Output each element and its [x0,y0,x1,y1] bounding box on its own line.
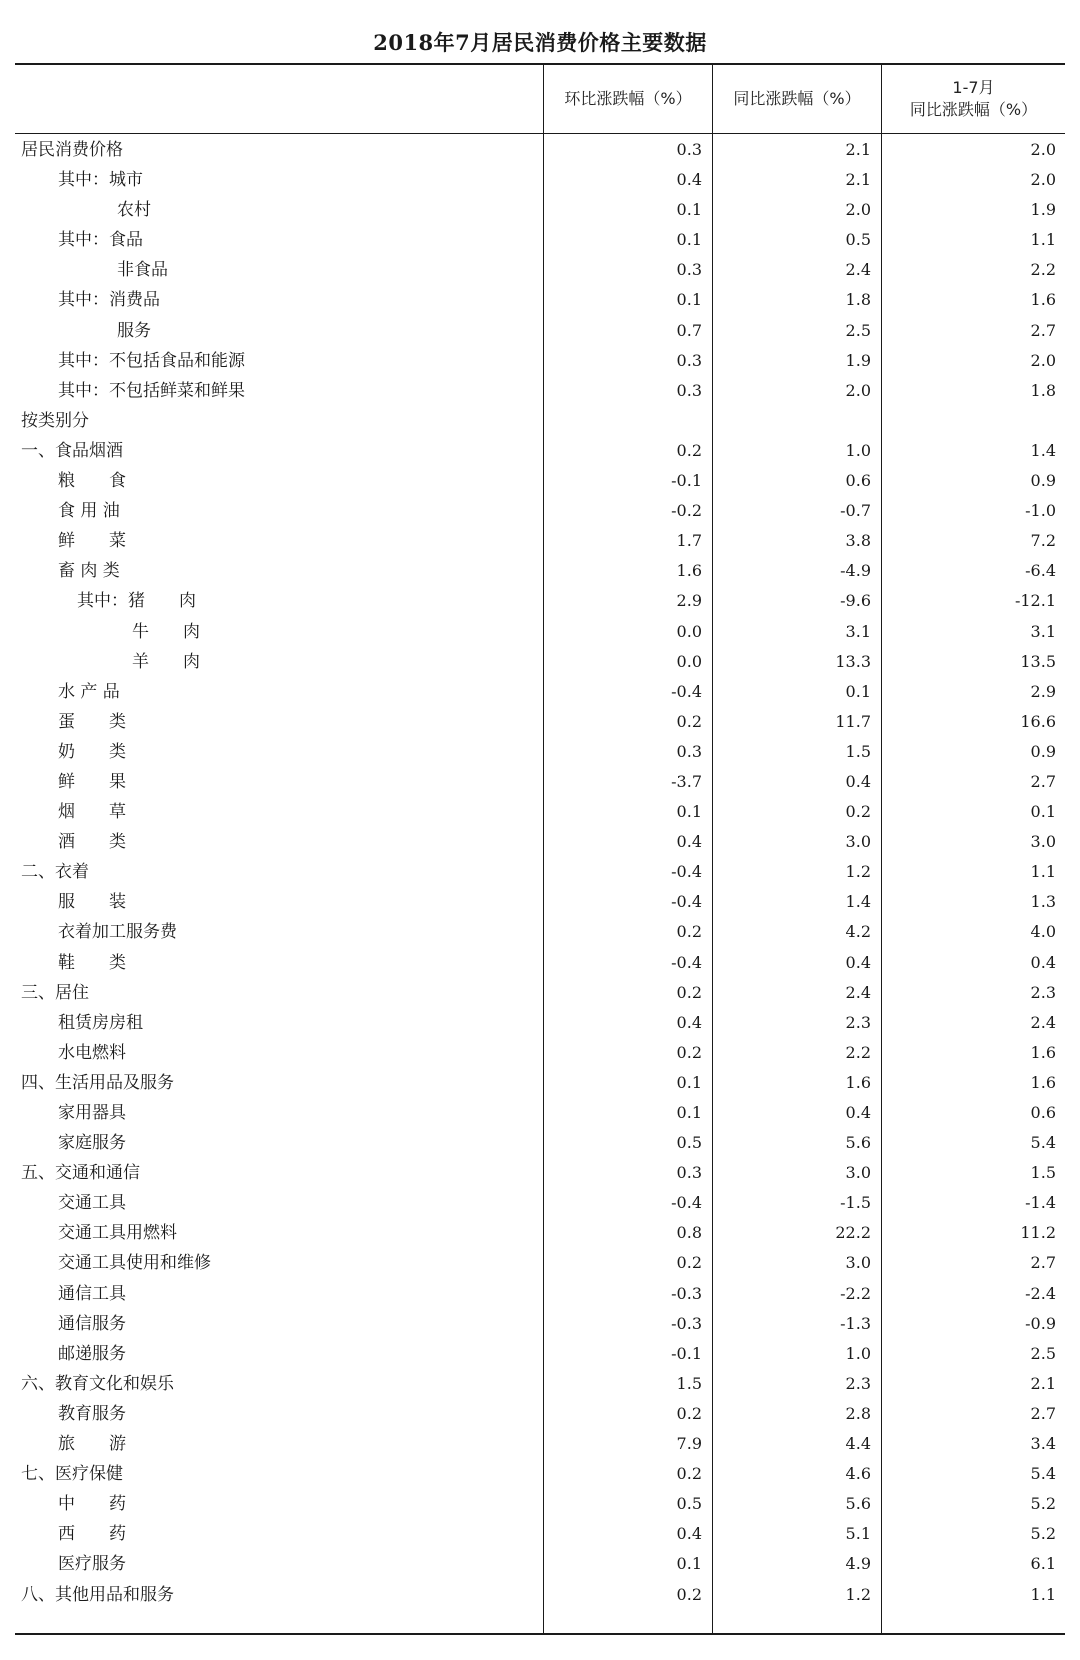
row-label: 教育服务 [58,1403,126,1424]
cell-yoy: 11.7 [835,711,871,731]
cell-ytd: 2.7 [1030,771,1056,791]
cell-mom: 0.0 [676,651,702,671]
row-label: 交通工具使用和维修 [58,1253,211,1274]
row-label: 五、交通和通信 [21,1163,140,1184]
table-row [15,346,1065,376]
row-label: 租赁房房租 [58,1012,143,1033]
row-label: 奶 类 [58,741,126,762]
row-label: 一、食品烟酒 [21,440,123,461]
cell-yoy: 2.1 [845,170,871,190]
cell-mom: -0.4 [671,1193,702,1213]
table-row [15,1068,1065,1098]
cell-ytd: 4.0 [1030,922,1056,942]
cell-yoy: 0.4 [845,1103,871,1122]
cell-mom: 7.9 [676,1434,702,1454]
table-row [15,556,1065,586]
cell-mom: -0.1 [671,1343,702,1363]
table-row [15,1549,1065,1579]
cell-mom: 1.6 [676,561,702,581]
cell-ytd: 16.6 [1020,711,1056,731]
cell-yoy: 3.0 [845,1163,871,1183]
cell-yoy: 1.6 [845,1072,871,1092]
row-label: 服 装 [58,892,126,913]
page-title: 2018年7月居民消费价格主要数据 [373,30,707,55]
row-label: 居民消费价格 [21,140,123,160]
cell-yoy: 1.5 [845,741,871,761]
cell-mom: 0.1 [676,200,702,220]
cell-mom: 0.2 [676,1042,702,1062]
cell-yoy: 1.0 [845,440,871,460]
row-label: 水 产 品 [58,681,120,702]
cell-ytd: 0.1 [1030,802,1056,822]
table-row [15,767,1065,797]
row-label: 其中：不包括鲜菜和鲜果 [58,380,245,401]
cell-mom: 0.4 [676,170,702,190]
cell-ytd: 2.1 [1030,1373,1056,1393]
cell-mom: 2.9 [676,591,702,611]
cell-ytd: 2.5 [1030,1343,1056,1363]
cell-ytd: 1.6 [1030,290,1056,310]
table-row [15,165,1065,195]
cell-ytd: -1.4 [1025,1193,1056,1213]
column-header-mom [544,65,712,133]
cell-ytd: 7.2 [1030,531,1056,551]
table-row [15,978,1065,1008]
table-row [15,1339,1065,1369]
cell-mom: 0.4 [676,1012,702,1032]
cell-mom: 0.1 [676,230,702,250]
cell-yoy: -0.7 [840,501,871,521]
cell-ytd: 1.1 [1030,1584,1056,1604]
cell-ytd: 2.0 [1030,170,1056,190]
cell-ytd: -6.4 [1025,561,1056,581]
column-header-ytd-label: 同比涨跌幅（%） [909,100,1038,119]
cell-ytd: 2.7 [1030,1253,1056,1273]
cell-ytd: 1.5 [1030,1163,1056,1183]
cell-yoy: 4.4 [845,1434,871,1454]
cell-mom: 0.1 [676,802,702,822]
cell-mom: 0.3 [676,350,702,370]
table-row [15,376,1065,406]
row-label: 牛 肉 [132,621,200,642]
cell-ytd: 5.2 [1030,1524,1056,1544]
cell-ytd: -1.0 [1025,501,1056,521]
table-row [15,1369,1065,1399]
table-row [15,1158,1065,1188]
table-row [15,917,1065,947]
table-row [15,1429,1065,1459]
table-row [15,647,1065,677]
cell-yoy: 2.3 [845,1373,871,1393]
row-label: 通信服务 [58,1313,126,1334]
cell-ytd: 11.2 [1020,1223,1056,1243]
row-label: 食 用 油 [58,501,120,522]
cell-ytd: -2.4 [1025,1283,1056,1303]
row-label: 服务 [117,320,151,341]
cell-ytd: 1.1 [1030,230,1056,250]
cell-ytd: 6.1 [1030,1554,1056,1574]
cell-mom: -3.7 [671,771,702,791]
row-label: 八、其他用品和服务 [21,1584,174,1605]
row-label: 烟 草 [58,802,126,823]
cell-yoy: 2.4 [845,982,871,1002]
cell-ytd: 1.1 [1030,862,1056,882]
cell-yoy: 5.1 [845,1524,871,1544]
column-header-ytd [882,65,1065,133]
cpi-data-table [15,63,1065,1635]
cell-yoy: 0.5 [845,230,871,250]
table-row [15,496,1065,526]
cell-mom: 0.2 [676,440,702,460]
table-row [15,857,1065,887]
row-label: 其中：猪 肉 [77,591,196,612]
row-label: 其中：消费品 [58,290,160,311]
cell-ytd: 1.6 [1030,1072,1056,1092]
cell-yoy: 5.6 [845,1494,871,1514]
row-label: 西 药 [58,1524,126,1545]
cell-mom: 0.1 [676,1103,702,1122]
cell-yoy: 2.1 [845,140,871,159]
cell-mom: 0.5 [676,1133,702,1153]
cell-mom: -0.4 [671,681,702,701]
cell-mom: 0.3 [676,260,702,280]
row-label: 家庭服务 [58,1133,126,1154]
cell-ytd: 3.0 [1030,832,1056,852]
cell-mom: 0.2 [676,1464,702,1484]
cell-ytd: 5.4 [1030,1133,1056,1153]
cell-mom: 0.2 [676,1584,702,1604]
row-label: 鲜 菜 [58,531,126,552]
cell-mom: 0.8 [676,1223,702,1243]
table-body [15,135,1065,1610]
cell-ytd: 2.7 [1030,320,1056,340]
row-label: 鲜 果 [58,771,126,792]
cell-mom: 0.2 [676,1403,702,1423]
table-row [15,406,1065,436]
cell-ytd: 2.7 [1030,1403,1056,1423]
table-row [15,285,1065,315]
table-row [15,466,1065,496]
cell-ytd: 1.4 [1030,440,1056,460]
row-label: 其中：不包括食品和能源 [58,350,245,371]
cell-ytd: 3.1 [1030,621,1056,641]
cell-yoy: 3.8 [845,531,871,551]
row-label: 非食品 [117,260,168,281]
cell-mom: -0.3 [671,1313,702,1333]
row-label: 二、衣着 [21,862,89,883]
table-row [15,677,1065,707]
row-label: 羊 肉 [132,651,200,672]
cell-yoy: 1.2 [845,1584,871,1604]
table-row [15,887,1065,917]
cell-mom: 1.5 [676,1373,702,1393]
table-row [15,316,1065,346]
cell-yoy: 0.4 [845,952,871,972]
row-label: 其中：城市 [58,170,143,191]
cell-yoy: 3.0 [845,1253,871,1273]
row-label: 邮递服务 [58,1343,126,1364]
cell-yoy: 3.0 [845,832,871,852]
table-row [15,225,1065,255]
row-label: 粮 食 [58,471,126,492]
cell-yoy: 22.2 [835,1223,871,1243]
table-row [15,1459,1065,1489]
cell-yoy: 0.6 [845,471,871,491]
table-row [15,617,1065,647]
cell-yoy: 2.5 [845,320,871,340]
table-row [15,135,1065,165]
cell-ytd: 1.6 [1030,1042,1056,1062]
table-row [15,1128,1065,1158]
table-row [15,948,1065,978]
cell-yoy: 3.1 [845,621,871,641]
column-header-yoy [713,65,881,133]
cell-yoy: 1.9 [845,350,871,370]
column-header-ytd-period: 1-7月 [952,78,995,97]
row-label: 交通工具 [58,1193,126,1214]
cell-yoy: 0.1 [845,681,871,701]
cell-mom: 0.0 [676,621,702,641]
cell-mom: 0.2 [676,1253,702,1273]
cell-mom: 0.3 [676,140,702,159]
cell-mom: -0.2 [671,501,702,521]
cell-mom: -0.4 [671,892,702,912]
cell-ytd: 0.4 [1030,952,1056,972]
cell-mom: 0.3 [676,1163,702,1183]
cell-yoy: 0.2 [845,802,871,822]
row-label: 通信工具 [58,1283,126,1304]
table-row [15,1489,1065,1519]
row-label: 其中：食品 [58,230,143,251]
cell-ytd: 2.2 [1030,260,1056,280]
table-row [15,436,1065,466]
row-label: 交通工具用燃料 [58,1223,177,1244]
cell-mom: -0.3 [671,1283,702,1303]
table-row [15,737,1065,767]
cell-ytd: 13.5 [1020,651,1056,671]
cell-mom: 0.7 [676,320,702,340]
column-header-yoy-label: 同比涨跌幅（%） [733,89,861,108]
cell-yoy: 2.4 [845,260,871,280]
table-row [15,827,1065,857]
cell-yoy: 1.8 [845,290,871,310]
cell-yoy: 4.2 [845,922,871,942]
table-row [15,1248,1065,1278]
row-label: 按类别分 [21,410,89,431]
table-row [15,797,1065,827]
cell-yoy: 2.0 [845,380,871,400]
cell-ytd: 2.3 [1030,982,1056,1002]
row-label: 畜 肉 类 [58,561,120,582]
cell-ytd: 1.3 [1030,892,1056,912]
table-header [15,65,1065,134]
cell-mom: 0.4 [676,1524,702,1544]
table-row [15,1218,1065,1248]
cell-ytd: 3.4 [1030,1434,1056,1454]
table-row [15,526,1065,556]
table-row [15,1309,1065,1339]
cell-yoy: 2.8 [845,1403,871,1423]
cell-yoy: 1.0 [845,1343,871,1363]
row-label: 家用器具 [58,1103,126,1123]
cell-ytd: 0.9 [1030,471,1056,491]
column-header-mom-label: 环比涨跌幅（%） [564,89,692,108]
cell-ytd: 5.4 [1030,1464,1056,1484]
cell-yoy: -9.6 [840,591,871,611]
cell-yoy: 4.9 [845,1554,871,1574]
cell-ytd: 2.4 [1030,1012,1056,1032]
row-label: 医疗服务 [58,1554,126,1575]
row-label: 水电燃料 [58,1042,126,1063]
cell-mom: 0.1 [676,290,702,310]
cell-ytd: 0.6 [1030,1103,1056,1122]
cell-yoy: 2.2 [845,1042,871,1062]
cell-mom: 0.1 [676,1072,702,1092]
table-row [15,1008,1065,1038]
cell-ytd: -0.9 [1025,1313,1056,1333]
row-label: 酒 类 [58,832,126,853]
cell-mom: 0.3 [676,380,702,400]
row-label: 七、医疗保健 [21,1464,123,1485]
cell-ytd: 1.8 [1030,380,1056,400]
table-row [15,1399,1065,1429]
table-row [15,586,1065,616]
cell-mom: 0.4 [676,832,702,852]
cell-mom: -0.4 [671,952,702,972]
table-row [15,1279,1065,1309]
row-label: 蛋 类 [58,711,126,732]
cell-yoy: -1.5 [840,1193,871,1213]
cell-yoy: -2.2 [840,1283,871,1303]
cell-yoy: 0.4 [845,771,871,791]
cell-yoy: 2.0 [845,200,871,220]
cell-ytd: 2.0 [1030,350,1056,370]
table-row [15,707,1065,737]
cell-ytd: 2.0 [1030,140,1056,159]
row-label: 中 药 [58,1494,126,1515]
row-label: 旅 游 [58,1434,126,1455]
cell-yoy: -4.9 [840,561,871,581]
row-label: 衣着加工服务费 [58,922,177,943]
cell-yoy: 4.6 [845,1464,871,1484]
cell-ytd: 5.2 [1030,1494,1056,1514]
table-row [15,1188,1065,1218]
table-row [15,255,1065,285]
row-label: 三、居住 [21,982,89,1003]
cell-mom: -0.4 [671,862,702,882]
cell-ytd: 1.9 [1030,200,1056,220]
cell-mom: 1.7 [676,531,702,551]
cell-yoy: -1.3 [840,1313,871,1333]
cell-mom: 0.2 [676,982,702,1002]
row-label: 六、教育文化和娱乐 [21,1373,174,1394]
table-row [15,1038,1065,1068]
cell-ytd: 0.9 [1030,741,1056,761]
cell-yoy: 1.4 [845,892,871,912]
row-label: 鞋 类 [58,952,126,973]
cell-mom: 0.2 [676,711,702,731]
table-row [15,1519,1065,1549]
cell-mom: 0.2 [676,922,702,942]
cell-ytd: 2.9 [1030,681,1056,701]
table-row [15,195,1065,225]
cell-mom: 0.1 [676,1554,702,1574]
cell-ytd: -12.1 [1014,591,1056,611]
cell-yoy: 2.3 [845,1012,871,1032]
cell-yoy: 5.6 [845,1133,871,1153]
cell-yoy: 13.3 [835,651,871,671]
row-label: 农村 [117,200,151,221]
cell-yoy: 1.2 [845,862,871,882]
cell-mom: 0.3 [676,741,702,761]
cell-mom: 0.5 [676,1494,702,1514]
row-label: 四、生活用品及服务 [21,1072,174,1093]
cell-mom: -0.1 [671,471,702,491]
table-row [15,1098,1065,1128]
table-row [15,1580,1065,1610]
